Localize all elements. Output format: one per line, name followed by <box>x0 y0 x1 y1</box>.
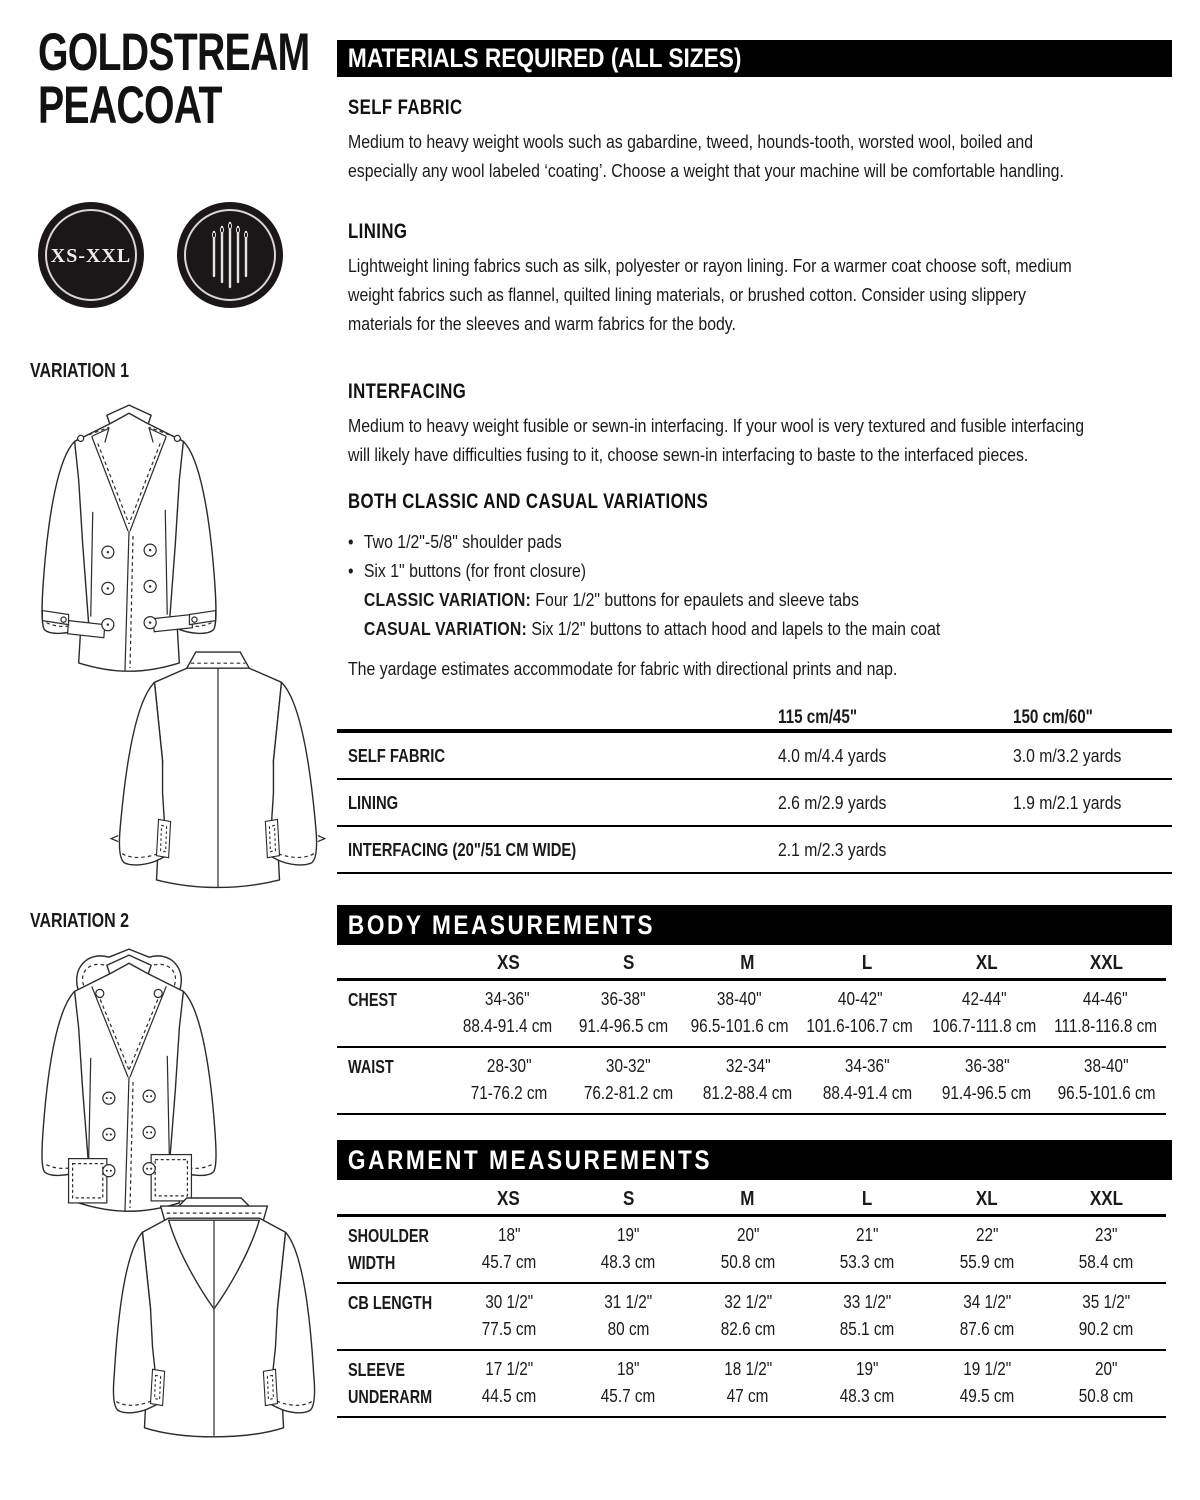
size-header-cell: XL <box>975 1188 998 1210</box>
lining-paragraph <box>348 252 1072 339</box>
yardage-row-label: LINING <box>348 791 399 813</box>
interfacing-paragraph <box>348 412 1084 470</box>
size-header-cell: L <box>862 952 873 974</box>
measurement-value-cell: 35 1/2" 90.2 cm <box>1079 1292 1134 1339</box>
classic-variation-label: CLASSIC VARIATION: <box>363 590 531 610</box>
measurement-value-cell: 31 1/2" 80 cm <box>604 1292 653 1339</box>
yardage-col-150: 150 cm/60" <box>1013 707 1093 728</box>
self-fabric-heading: SELF FABRIC <box>348 96 463 119</box>
brand-badges <box>36 200 285 310</box>
measurement-row <box>337 981 1166 1048</box>
measurement-row-label: CB LENGTH <box>348 1292 433 1313</box>
yardage-header-row <box>337 693 1172 733</box>
measurement-value-cell: 36-38" 91.4-96.5 cm <box>578 989 668 1036</box>
yardage-value-cell: 1.9 m/2.1 yards <box>1013 791 1122 813</box>
bullet-icon: • <box>348 532 354 552</box>
measurement-row-label: WAIST <box>348 1056 394 1077</box>
size-header-cell: L <box>862 1188 873 1210</box>
measurement-value-cell: 34 1/2" 87.6 cm <box>959 1292 1014 1339</box>
measurement-value-cell: 17 1/2" 44.5 cm <box>481 1359 536 1406</box>
yardage-value-cell: 2.6 m/2.9 yards <box>778 791 887 813</box>
variation-2-label: VARIATION 2 <box>30 910 129 932</box>
variation-1-front-illustration <box>28 383 230 677</box>
yardage-table <box>337 693 1172 874</box>
text-line: Medium to heavy weight wools such as gabardine, tweed, hounds-tooth, worsted wool, boiled and <box>348 132 1034 152</box>
size-header-cell: S <box>622 952 634 974</box>
bullet-item <box>348 557 940 586</box>
garment-measurements-header: GARMENT MEASUREMENTS <box>347 1144 713 1175</box>
classic-variation-note <box>348 586 940 615</box>
measurement-value-cell: 38-40" 96.5-101.6 cm <box>1057 1056 1156 1103</box>
measurement-row-label: CHEST <box>348 989 397 1010</box>
text-line: will likely have difficulties fusing to it, choose sewn-in interfacing to baste to the interfaced pieces. <box>348 445 1029 465</box>
measurement-row <box>337 1351 1166 1418</box>
text-line: Lightweight lining fabrics such as silk, polyester or rayon lining. For a warmer coat choose soft, medium <box>348 256 1072 276</box>
text-line: weight fabrics such as flannel, quilted lining materials, or brushed cotton. Consider using slippery <box>348 285 1026 305</box>
measurement-value-cell: 36-38" 91.4-96.5 cm <box>942 1056 1032 1103</box>
yardage-row <box>337 733 1172 780</box>
size-header-row <box>337 1188 1166 1217</box>
garment-measurements-table <box>337 1188 1166 1418</box>
casual-variation-label: CASUAL VARIATION: <box>363 619 527 639</box>
bullet-text: Two 1/2"-5/8" shoulder pads <box>363 532 562 552</box>
measurement-value-cell: 19" 48.3 cm <box>840 1359 895 1406</box>
measurement-value-cell: 38-40" 96.5-101.6 cm <box>690 989 789 1036</box>
lining-heading: LINING <box>348 220 408 243</box>
size-header-cell: XS <box>497 1188 521 1210</box>
bullet-icon: • <box>348 561 354 581</box>
text-line: materials for the sleeves and warm fabrics for the body. <box>348 314 736 334</box>
yardage-note <box>348 655 897 684</box>
yardage-rows <box>337 733 1172 874</box>
measurement-value-cell: 22" 55.9 cm <box>959 1225 1014 1272</box>
size-header-row <box>337 952 1166 981</box>
measurement-value-cell: 34-36" 88.4-91.4 cm <box>822 1056 912 1103</box>
measurement-row <box>337 1048 1166 1115</box>
variation-1-label: VARIATION 1 <box>30 360 129 382</box>
size-header-cell: XS <box>497 952 521 974</box>
variation-1-back-illustration <box>100 642 336 892</box>
size-header-cell: M <box>740 952 755 974</box>
measurement-value-cell: 33 1/2" 85.1 cm <box>840 1292 895 1339</box>
yardage-row <box>337 827 1172 874</box>
measurement-row <box>337 1217 1166 1284</box>
measurement-value-cell: 40-42" 101.6-106.7 cm <box>806 989 914 1036</box>
page-title <box>38 23 310 135</box>
yardage-value-cell: 2.1 m/2.3 yards <box>778 838 887 860</box>
bullet-item <box>348 528 940 557</box>
yardage-col-115: 115 cm/45" <box>778 707 858 728</box>
body-measurements-header-bar <box>337 905 1172 945</box>
yardage-row-label: SELF FABRIC <box>348 744 446 766</box>
measurement-value-cell: 34-36" 88.4-91.4 cm <box>462 989 552 1036</box>
measurement-value-cell: 44-46" 111.8-116.8 cm <box>1054 989 1157 1036</box>
size-header-cell: M <box>740 1188 755 1210</box>
self-fabric-paragraph <box>348 128 1064 186</box>
body-measurements-table <box>337 952 1166 1115</box>
yardage-note-text: The yardage estimates accommodate for fabric with directional prints and nap. <box>348 659 898 679</box>
measurement-value-cell: 30 1/2" 77.5 cm <box>481 1292 536 1339</box>
variation-2-front-illustration <box>28 933 230 1213</box>
interfacing-heading: INTERFACING <box>348 380 467 403</box>
variation-2-back-illustration <box>102 1196 326 1458</box>
title-line-1: GOLDSTREAM <box>38 23 310 82</box>
yardage-row <box>337 780 1172 827</box>
materials-required-header: MATERIALS REQUIRED (ALL SIZES) <box>347 43 742 73</box>
size-header-cell: S <box>622 1188 634 1210</box>
measurement-value-cell: 30-32" 76.2-81.2 cm <box>583 1056 673 1103</box>
casual-variation-note <box>348 615 940 644</box>
measurement-row-label: SHOULDER WIDTH <box>348 1225 429 1273</box>
measurement-value-cell: 18" 45.7 cm <box>601 1359 656 1406</box>
title-line-2: PEACOAT <box>38 76 222 135</box>
size-range-badge <box>36 200 146 310</box>
measurement-value-cell: 28-30" 71-76.2 cm <box>470 1056 548 1103</box>
measurement-value-cell: 18 1/2" 47 cm <box>723 1359 772 1406</box>
measurement-value-cell: 42-44" 106.7-111.8 cm <box>931 989 1036 1036</box>
measurement-row <box>337 1284 1166 1351</box>
variations-heading: BOTH CLASSIC AND CASUAL VARIATIONS <box>348 490 709 513</box>
measurement-value-cell: 19" 48.3 cm <box>601 1225 656 1272</box>
size-badge-text: XS-XXL <box>50 245 132 267</box>
needles-icon <box>175 200 285 310</box>
body-measurements-header: BODY MEASUREMENTS <box>347 909 655 940</box>
size-header-cell: XXL <box>1089 1188 1123 1210</box>
classic-variation-text: Four 1/2" buttons for epaulets and sleeve tabs <box>530 590 859 610</box>
yardage-value-cell <box>1013 839 1172 861</box>
yardage-value-cell: 4.0 m/4.4 yards <box>778 744 887 766</box>
text-line: Medium to heavy weight fusible or sewn-in interfacing. If your wool is very textured and fusible interfacing <box>348 416 1085 436</box>
size-header-cell: XL <box>975 952 998 974</box>
materials-required-header-bar <box>337 40 1172 77</box>
measurement-value-cell: 32-34" 81.2-88.4 cm <box>703 1056 793 1103</box>
measurement-value-cell: 21" 53.3 cm <box>840 1225 895 1272</box>
measurement-value-cell: 19 1/2" 49.5 cm <box>959 1359 1014 1406</box>
yardage-value-cell: 3.0 m/3.2 yards <box>1013 744 1122 766</box>
measurement-value-cell: 18" 45.7 cm <box>481 1225 536 1272</box>
measurement-value-cell: 20" 50.8 cm <box>1079 1359 1134 1406</box>
variations-bullet-list <box>348 528 940 644</box>
casual-variation-text: Six 1/2" buttons to attach hood and lapels to the main coat <box>526 619 941 639</box>
measurement-value-cell: 32 1/2" 82.6 cm <box>720 1292 775 1339</box>
size-header-cell: XXL <box>1089 952 1123 974</box>
measurement-value-cell: 23" 58.4 cm <box>1079 1225 1134 1272</box>
text-line: especially any wool labeled ‘coating’. Choose a weight that your machine will be comfortable handling. <box>348 161 1064 181</box>
bullet-text: Six 1" buttons (for front closure) <box>363 561 587 581</box>
measurement-row-label: SLEEVE UNDERARM <box>348 1359 433 1407</box>
garment-measurements-header-bar <box>337 1140 1172 1180</box>
measurement-value-cell: 20" 50.8 cm <box>720 1225 775 1272</box>
yardage-row-label: INTERFACING (20"/51 CM WIDE) <box>348 838 577 860</box>
